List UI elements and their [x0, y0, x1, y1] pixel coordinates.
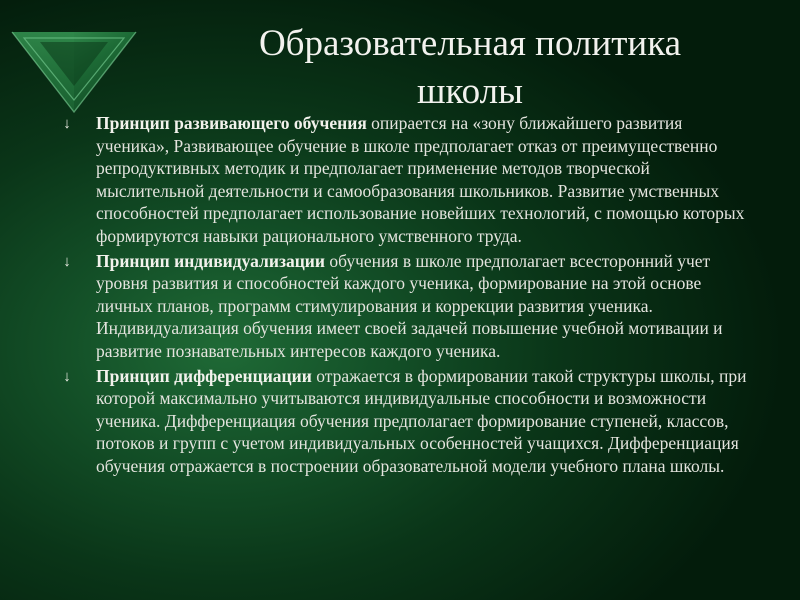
bullet-text: отражается в формировании такой структуры школы, при которой максимально учитываются индивидуальные способности и возможности ученика. Дифференциация обучения предполагает формирование ступеней, классов, потоков и групп с учетом индивидуальных особенностей учащихся. Дифференциация обучения отражается в построении образовательной модели учебного плана школы.	[96, 365, 747, 476]
triangle-logo-icon	[10, 28, 138, 114]
down-arrow-icon: ↓	[63, 253, 71, 270]
bullet-lead: Принцип развивающего обучения	[96, 113, 367, 133]
bullet-item-developmental	[58, 112, 748, 248]
bullet-item-differentiation	[58, 365, 748, 478]
down-arrow-icon: ↓	[63, 116, 71, 132]
bullet-list	[58, 112, 748, 480]
bullet-item-individualization	[58, 250, 748, 363]
bullet-text: опирается на «зону ближайшего развития ученика», Развивающее обучение в школе предполагает отказ от преимущественно репродуктивных методик и предполагает применение методов творческой мыслительной деятельности и самообразования школьников. Развитие умственных способностей предполагает использование новейших технологий, с помощью которых формируются навыки рационального умственного труда.	[96, 113, 745, 246]
bullet-lead: Принцип индивидуализации	[96, 250, 325, 271]
down-arrow-icon: ↓	[63, 368, 71, 385]
title-line-1: Образовательная политика	[258, 23, 682, 64]
slide-title	[150, 20, 790, 116]
title-line-2: школы	[417, 71, 523, 112]
bullet-text: обучения в школе предполагает всесторонний учет уровня развития и способностей каждого ученика, формирование на этой основе личных планов, программ стимулирования и коррекции развития ученика. Индивидуализация обучения имеет своей задачей повышение учебной мотивации и развитие познавательных интересов каждого ученика.	[96, 250, 723, 361]
bullet-lead: Принцип дифференциации	[96, 365, 312, 386]
